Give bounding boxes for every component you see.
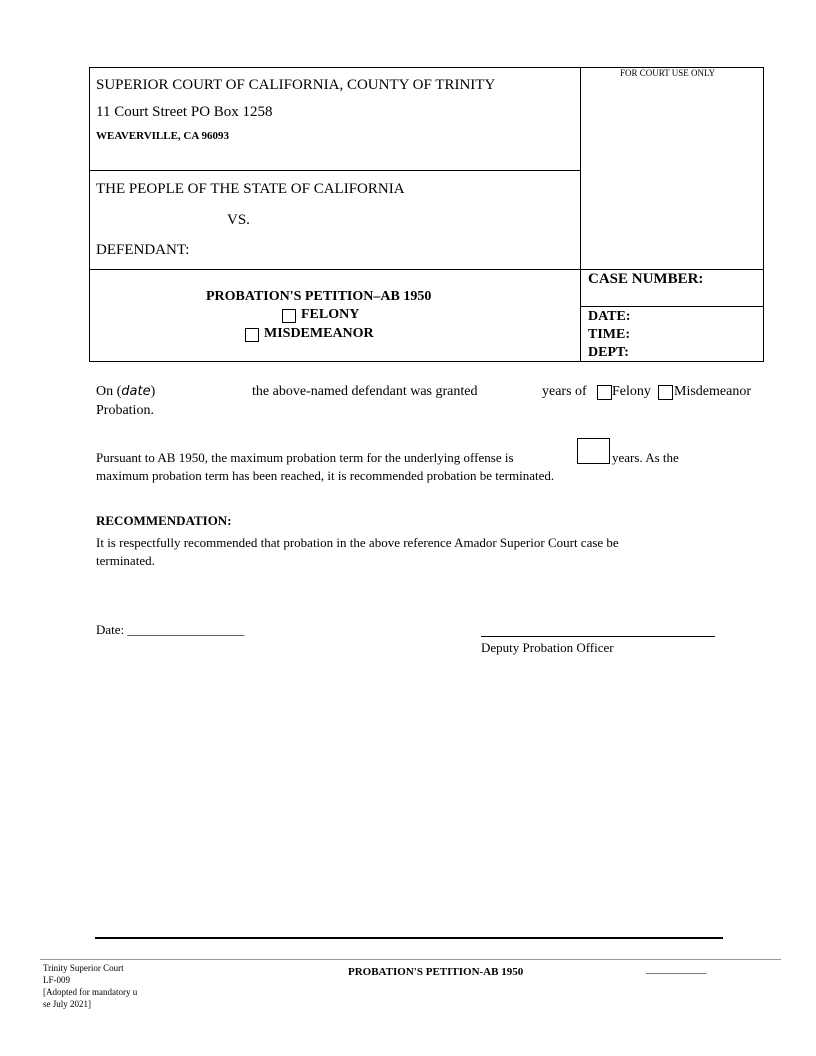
- years-as-text: years. As the: [612, 450, 679, 465]
- time-label: TIME:: [588, 327, 630, 342]
- form-title: PROBATION'S PETITION–AB 1950: [206, 289, 432, 304]
- recommendation-line2: terminated.: [96, 553, 155, 568]
- officer-signature-field[interactable]: [481, 616, 715, 634]
- body-felony-label: Felony: [612, 384, 651, 399]
- pursuant-text: Pursuant to AB 1950, the maximum probation term for the underlying offense is: [96, 450, 514, 465]
- date-label: DATE:: [588, 309, 631, 324]
- on-date-label: On (date): [96, 384, 156, 399]
- granted-text: the above-named defendant was granted: [252, 384, 478, 399]
- recommendation-heading: RECOMMENDATION:: [96, 513, 232, 528]
- footer-court: Trinity Superior Court: [43, 963, 124, 973]
- footer-adopted-line2: se July 2021]: [43, 999, 91, 1009]
- case-number-label: CASE NUMBER:: [588, 271, 704, 287]
- years-of-text: years of: [542, 384, 587, 399]
- body-misdemeanor-checkbox[interactable]: [658, 385, 673, 400]
- misdemeanor-checkbox[interactable]: [245, 328, 259, 342]
- felony-checkbox[interactable]: [282, 309, 296, 323]
- hearing-time-field[interactable]: [640, 327, 758, 345]
- felony-label: FELONY: [301, 307, 360, 322]
- footer-adopted-line1: [Adopted for mandatory u: [43, 987, 138, 997]
- body-felony-checkbox[interactable]: [597, 385, 612, 400]
- years-granted-field[interactable]: [510, 384, 540, 402]
- people-label: THE PEOPLE OF THE STATE OF CALIFORNIA: [96, 181, 405, 197]
- court-address-street: 11 Court Street PO Box 1258: [96, 104, 273, 120]
- defendant-label: DEFENDANT:: [96, 242, 190, 258]
- signature-date-label: Date: __________________: [96, 622, 245, 637]
- footer-rule-thin: [40, 959, 781, 960]
- court-name: SUPERIOR COURT OF CALIFORNIA, COUNTY OF TRINITY: [96, 77, 496, 93]
- body-misdemeanor-label: Misdemeanor: [674, 384, 751, 399]
- grant-date-field[interactable]: [160, 384, 248, 402]
- footer-form-info: [43, 962, 137, 1010]
- probation-text: Probation.: [96, 403, 154, 418]
- versus-label: VS.: [227, 212, 250, 228]
- pursuant-line2: maximum probation term has been reached, it is recommended probation be terminated.: [96, 468, 555, 483]
- recommendation-line1: It is respectfully recommended that probation in the above reference Amador Superior Court case be: [96, 535, 619, 550]
- defendant-field[interactable]: [205, 242, 575, 262]
- max-term-years-field[interactable]: [577, 438, 610, 464]
- dept-field[interactable]: [640, 345, 758, 359]
- signature-date-field[interactable]: [132, 620, 266, 638]
- dept-label: DEPT:: [588, 345, 629, 360]
- court-use-area[interactable]: [584, 82, 760, 266]
- footer-rule-thick: [95, 937, 723, 939]
- court-address-city: WEAVERVILLE, CA 96093: [96, 130, 229, 142]
- footer-page-blank: ___________: [646, 963, 707, 975]
- hearing-date-field[interactable]: [640, 309, 758, 327]
- case-number-field[interactable]: [588, 288, 758, 306]
- officer-label: Deputy Probation Officer: [481, 640, 614, 655]
- footer-form-number: LF-009: [43, 975, 70, 985]
- court-use-label: FOR COURT USE ONLY: [620, 68, 716, 78]
- footer-title: PROBATION'S PETITION-AB 1950: [348, 966, 524, 978]
- misdemeanor-label: MISDEMEANOR: [264, 326, 374, 341]
- signature-line: [481, 636, 715, 637]
